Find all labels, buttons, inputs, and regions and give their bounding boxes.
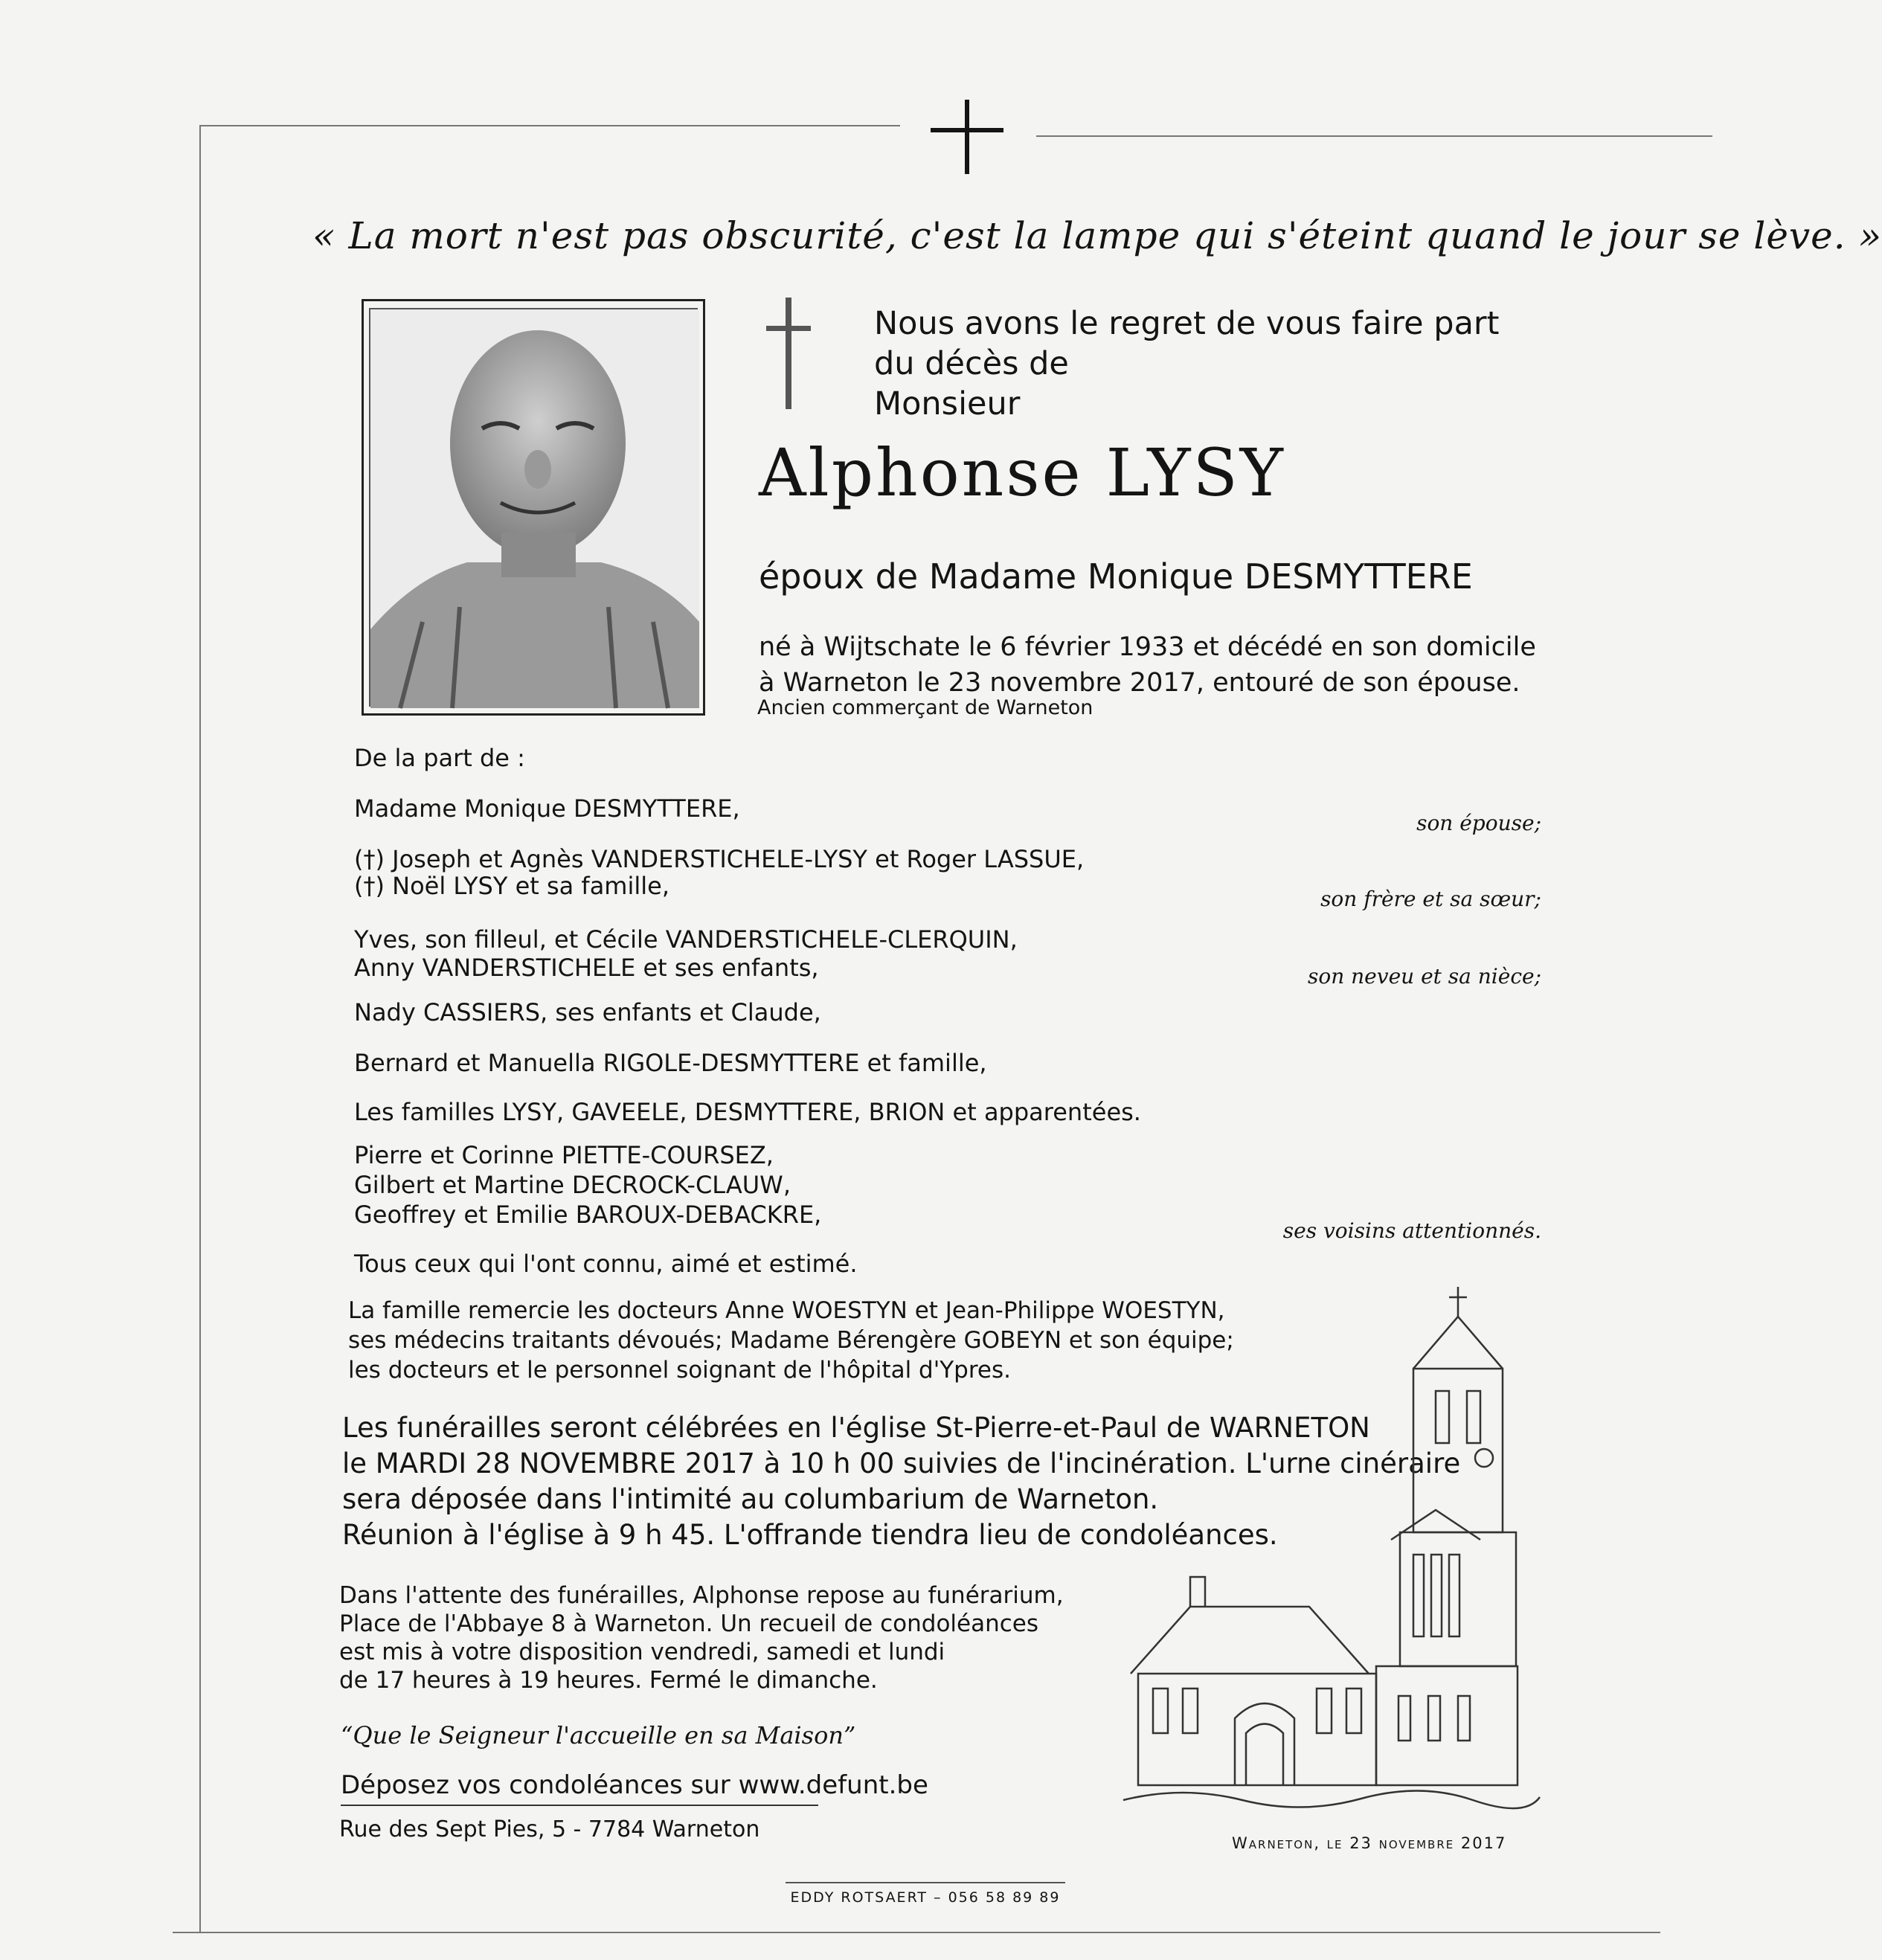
relation-label: ses voisins attentionnés. [1282,1218,1541,1243]
condolences-link[interactable]: Déposez vos condoléances sur www.defunt.be [341,1770,928,1800]
relation-label: son épouse; [1416,811,1541,835]
funeral-line: Réunion à l'église à 9 h 45. L'offrande tiendra lieu de condoléances. [342,1519,1278,1551]
birth-death-details [759,629,1536,701]
family-line: (†) Joseph et Agnès VANDERSTICHELE-LYSY et Roger LASSUE, [354,845,1085,873]
funeral-home-line: de 17 heures à 19 heures. Fermé le dimanche. [339,1667,878,1694]
death-line: à Warneton le 23 novembre 2017, entouré de son épouse. [759,668,1520,698]
family-line: Bernard et Manuella RIGOLE-DESMYTTERE et famille, [354,1049,987,1077]
family-line: Nady CASSIERS, ses enfants et Claude, [354,998,821,1026]
frame-top-right [1036,135,1712,137]
family-line: Yves, son filleul, et Cécile VANDERSTICHELE-CLERQUIN, [354,925,1018,954]
family-line: Madame Monique DESMYTTERE, [354,794,740,823]
frame-bottom [173,1932,1660,1933]
deceased-name: Alphonse LYSY [759,434,1285,511]
portrait-photo [369,308,698,707]
funeral-line: sera déposée dans l'intimité au columbarium de Warneton. [342,1483,1159,1515]
printer-credit: EDDY ROTSAERT – 056 58 89 89 [786,1882,1065,1906]
family-line: Gilbert et Martine DECROCK-CLAUW, [354,1171,791,1199]
announcement-line3: Monsieur [874,385,1021,422]
funeral-line: Les funérailles seront célébrées en l'église St-Pierre-et-Paul de WARNETON [342,1412,1370,1444]
family-line: (†) Noël LYSY et sa famille, [354,872,669,900]
frame-top-left [199,125,900,126]
cross-icon-bar [931,128,1003,132]
funeral-line: le MARDI 28 NOVEMBRE 2017 à 10 h 00 suivies de l'incinération. L'urne cinéraire [342,1447,1461,1479]
family-line: Les familles LYSY, GAVEELE, DESMYTTERE, BRION et apparentées. [354,1098,1141,1126]
funeral-home-line: Dans l'attente des funérailles, Alphonse repose au funérarium, [339,1582,1064,1609]
church-illustration [1123,1287,1540,1808]
relation-label: son neveu et sa nièce; [1307,964,1541,989]
funeral-home-line: Place de l'Abbaye 8 à Warneton. Un recueil de condoléances [339,1610,1039,1637]
thanks-line: La famille remercie les docteurs Anne WOESTYN et Jean-Philippe WOESTYN, [348,1297,1225,1324]
deceased-spouse: époux de Madame Monique DESMYTTERE [759,556,1473,597]
frame-left [199,125,201,1932]
prayer: “Que le Seigneur l'accueille en sa Maison” [341,1721,856,1749]
announcement [874,303,1499,424]
birth-line: né à Wijtschate le 6 février 1933 et décédé en son domicile [759,632,1536,662]
dateline: Warneton, le 23 novembre 2017 [1232,1834,1507,1852]
family-line: Tous ceux qui l'ont connu, aimé et estimé. [354,1250,858,1278]
family-line: Geoffrey et Emilie BAROUX-DEBACKRE, [354,1201,822,1229]
family-line: Anny VANDERSTICHELE et ses enfants, [354,954,819,982]
funeral-home-line: est mis à votre disposition vendredi, samedi et lundi [339,1639,945,1665]
small-cross-icon [766,298,811,409]
announcement-line2: du décès de [874,345,1069,382]
occupation: Ancien commerçant de Warneton [757,696,1093,719]
family-line: Pierre et Corinne PIETTE-COURSEZ, [354,1141,774,1169]
address: Rue des Sept Pies, 5 - 7784 Warneton [339,1816,760,1842]
thanks-line: les docteurs et le personnel soignant de l'hôpital d'Ypres. [348,1357,1011,1384]
epigraph: « La mort n'est pas obscurité, c'est la lampe qui s'éteint quand le jour se lève. » [312,214,1882,257]
announcement-line1: Nous avons le regret de vous faire part [874,305,1500,342]
thanks-line: ses médecins traitants dévoués; Madame Bérengère GOBEYN et son équipe; [348,1327,1234,1354]
cross-icon [965,100,969,174]
relation-label: son frère et sa sœur; [1320,887,1541,911]
thanks-paragraph [348,1296,1234,1385]
funeral-home-info [339,1581,1064,1694]
family-heading: De la part de : [354,744,525,772]
condolences-underline [341,1805,818,1806]
